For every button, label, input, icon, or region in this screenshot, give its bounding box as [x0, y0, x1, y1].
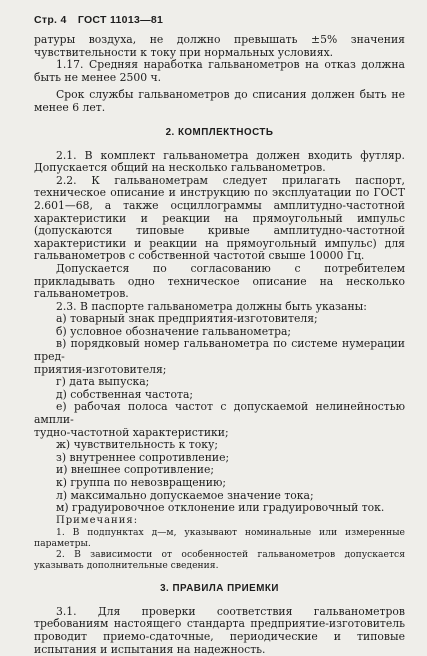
list-item: в) порядковый номер гальванометра по системе нумерации пред-: [34, 337, 405, 364]
section-2-title: 2. КОМПЛЕКТНОСТЬ: [165, 126, 274, 138]
intro-paragraph-3: Срок службы гальванометров до списания должен быть не менее 6 лет.: [34, 88, 405, 114]
list-item: д) собственная частота;: [56, 387, 194, 401]
section-2-paragraph-3: Допускается по согласованию с потребителем прикладывать одно техническое описание на несколько гальванометров.: [34, 261, 405, 301]
list-item: приятия-изготовителя;: [34, 362, 167, 376]
page-number: Стр. 4: [34, 14, 67, 26]
note-1: 1. В подпунктах д—м, указывают номинальные или измеренные параметры.: [34, 526, 405, 549]
intro-paragraph-2: 1.17. Средняя наработка гальванометров на отказ должна быть не менее 2500 ч.: [34, 58, 405, 84]
section-2-paragraph-1: 2.1. В комплект гальванометра должен входить футляр. Допускается общий на несколько гальванометров.: [34, 148, 405, 175]
section-2-paragraph-2: 2.2. К гальванометрам следует прилагать паспорт, техническое описание и инструкцию по эксплуатации по ГОСТ 2.601—68, а также осциллограммы амплитудно-частотной характеристики и реакции на прямоугольный импульс (допускаются типовые кривые амплитудно-частотной характеристики и реакции на прямоугольный импульс) для гальванометров с собственной частотой свыше 10000 Гц.: [34, 173, 405, 263]
passport-items-list: [34, 313, 405, 515]
list-item: а) товарный знак предприятия-изготовителя;: [56, 312, 318, 326]
list-item: г) дата выпуска;: [56, 375, 150, 389]
notes-title: Примечания:: [56, 514, 139, 526]
list-item: и) внешнее сопротивление;: [56, 463, 215, 477]
section-3-paragraph-1: 3.1. Для проверки соответствия гальванометров требованиям настоящего стандарта предприятие-изготовитель проводит приемо-сдаточные, периодические и типовые испытания и испытания на надежность.: [34, 604, 405, 656]
list-item: е) рабочая полоса частот с допускаемой нелинейностью ампли-: [34, 400, 405, 427]
standard-code: ГОСТ 11013—81: [77, 14, 164, 26]
list-item: л) максимально допускаемое значение тока;: [56, 488, 314, 502]
list-item: к) группа по невозвращению;: [56, 476, 227, 489]
list-item: б) условное обозначение гальванометра;: [56, 324, 292, 338]
section-3-title: 3. ПРАВИЛА ПРИЕМКИ: [160, 582, 279, 594]
list-item: м) градуировочное отклонение или градуировочный ток.: [56, 501, 385, 515]
list-item: з) внутреннее сопротивление;: [56, 450, 230, 464]
list-item: ж) чувствительность к току;: [56, 438, 218, 452]
intro-paragraph-1: ратуры воздуха, не должно превышать ±5% значения чувствительности к току при нормальных условиях.: [34, 33, 405, 59]
note-2: 2. В зависимости от особенностей гальванометров допускается указывать дополнительные сведения.: [34, 548, 405, 571]
section-2-paragraph-4: 2.3. В паспорте гальванометра должны быть указаны:: [56, 299, 367, 313]
list-item: тудно-частотной характеристики;: [34, 425, 229, 439]
page-header: [34, 14, 405, 26]
